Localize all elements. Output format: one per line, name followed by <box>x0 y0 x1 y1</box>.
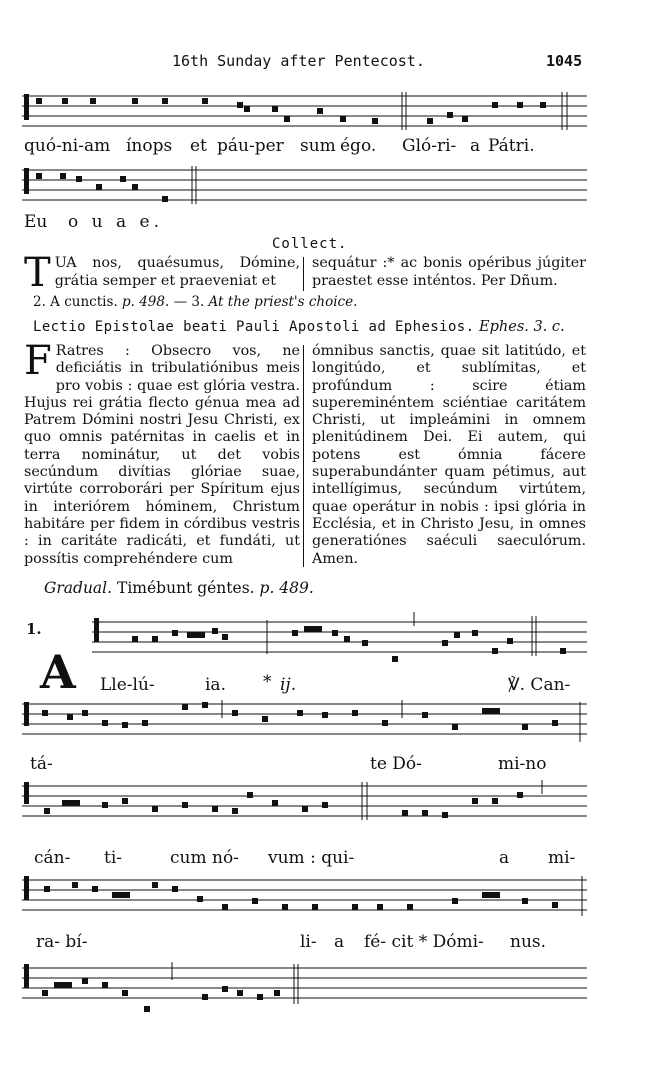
alleluia-staff-3 <box>22 780 592 832</box>
euouae-ouae: o u a e. <box>68 212 163 232</box>
lyric-quoniam: quó-ni-am <box>24 136 111 156</box>
gradual-label: Gradual. <box>44 579 113 597</box>
epistle-heading-line <box>33 319 565 335</box>
alleluia-lyric-fecit: fé- cit * Dómi- <box>364 932 484 952</box>
gradual-page: p. 489. <box>259 579 314 597</box>
alleluia-lyric-ta: tá- <box>30 754 53 774</box>
lyric-sum: sum <box>300 136 336 156</box>
alleluia-lyric-a2: a <box>334 932 345 952</box>
euouae-eu: Eu <box>24 212 48 232</box>
epistle-column-divider <box>303 345 304 567</box>
collect-dropcap: T <box>24 250 51 296</box>
alleluia-staff-1 <box>92 612 592 668</box>
page-number: 1045 <box>546 52 583 70</box>
alleluia-initial: A <box>40 645 76 699</box>
epistle-heading: Lectio Epistolae beati Pauli Apostoli ad Ephesios. <box>33 319 475 335</box>
alleluia-lyric-1: Lle-lú- <box>100 675 155 695</box>
lyric-ego: égo. <box>340 136 377 156</box>
epistle-ref: Ephes. 3. c. <box>479 319 565 335</box>
collect-notes <box>33 294 357 310</box>
alleluia-staff-4 <box>22 872 592 924</box>
alleluia-lyric-tedo: te Dó- <box>370 754 422 774</box>
note-b-italic: At the priest's choice. <box>208 294 358 310</box>
lyric-a: a <box>470 136 481 156</box>
alleluia-staff-2 <box>22 698 592 746</box>
alleluia-lyric-vumqui: vum : qui- <box>268 848 355 868</box>
lyric-et: et <box>190 136 207 156</box>
epistle-left-text: Ratres : Obsecro vos, ne deficiátis in tribulatiónibus meis pro vobis : quae est glória vestra. Hujus rei grátia flecto génua mea ad Patrem Dómini nostri Jesu Christi, ex quo omnis patérnitas in caelis et in terra nominátur, ut det vobis secúndum divítias glóriae suae, virtúte corroborári per Spíritum ejus in interiórem hóminem, Christum habitáre per fidem in córdibus vestris : in caritáte radicáti, et fundáti, ut possítis comprehéndere cum <box>24 343 300 567</box>
collect-left-text: UA nos, quaésumus, Dómine, grátia semper et praeveniat et <box>54 255 300 289</box>
epistle-left-column <box>24 338 300 568</box>
lyric-pauper: páu-per <box>217 136 284 156</box>
note-a-page: p. 498. <box>121 294 170 310</box>
alleluia-number: 1. <box>26 620 42 638</box>
alleluia-lyric-can: cán- <box>34 848 71 868</box>
lyric-gloria: Gló-ri- <box>402 136 457 156</box>
alleluia-lyric-2: ia. <box>205 675 226 695</box>
alleluia-asterisk: * <box>263 672 272 692</box>
gradual-text: Timébunt géntes. <box>117 579 255 597</box>
chant-staff-1 <box>22 92 592 134</box>
chant-staff-2 <box>22 164 592 210</box>
alleluia-lyric-cumno: cum nó- <box>170 848 239 868</box>
epistle-dropcap: F <box>24 338 52 384</box>
lyric-inops: ínops <box>126 136 173 156</box>
alleluia-lyric-mino: mi-no <box>498 754 547 774</box>
alleluia-staff-5 <box>22 960 592 1016</box>
collect-left-column <box>24 250 300 296</box>
column-divider <box>303 257 304 291</box>
alleluia-lyric-mi: mi- <box>548 848 576 868</box>
alleluia-versicle: ℣. Can- <box>508 675 571 695</box>
alleluia-ij: ij. <box>280 675 297 695</box>
running-title: 16th Sunday after Pentecost. <box>172 52 425 70</box>
alleluia-lyric-rabi: ra- bí- <box>36 932 88 952</box>
note-b: — 3. <box>173 294 205 310</box>
alleluia-lyric-li: li- <box>300 932 317 952</box>
epistle-right-text: ómnibus sanctis, quae sit latitúdo, et longitúdo, et sublímitas, et profúndum : scire étiam supereminéntem sciéntiae caritátem Christi, ut impleámini in omnem plenitúdinem Dei. Ei autem, qui potens est ómnia fácere superabundánter quam pétimus, aut intellígimus, secúndum virtútem, quae operátur in nobis : ipsi glória in Ecclésia, et in Christo Jesu, in omnes generatiónes saéculi saeculórum. Amen. <box>312 343 586 567</box>
alleluia-lyric-ti: ti- <box>104 848 123 868</box>
collect-right-text: sequátur :* ac bonis opéribus júgiter praestet esse inténtos. Per Dñum. <box>312 255 586 289</box>
alleluia-lyric-nus: nus. <box>510 932 547 952</box>
note-a: 2. A cunctis. <box>33 294 118 310</box>
collect-heading: Collect. <box>272 236 348 252</box>
gradual-line <box>44 579 314 597</box>
lyric-patri: Pátri. <box>488 136 535 156</box>
alleluia-lyric-a: a <box>499 848 510 868</box>
